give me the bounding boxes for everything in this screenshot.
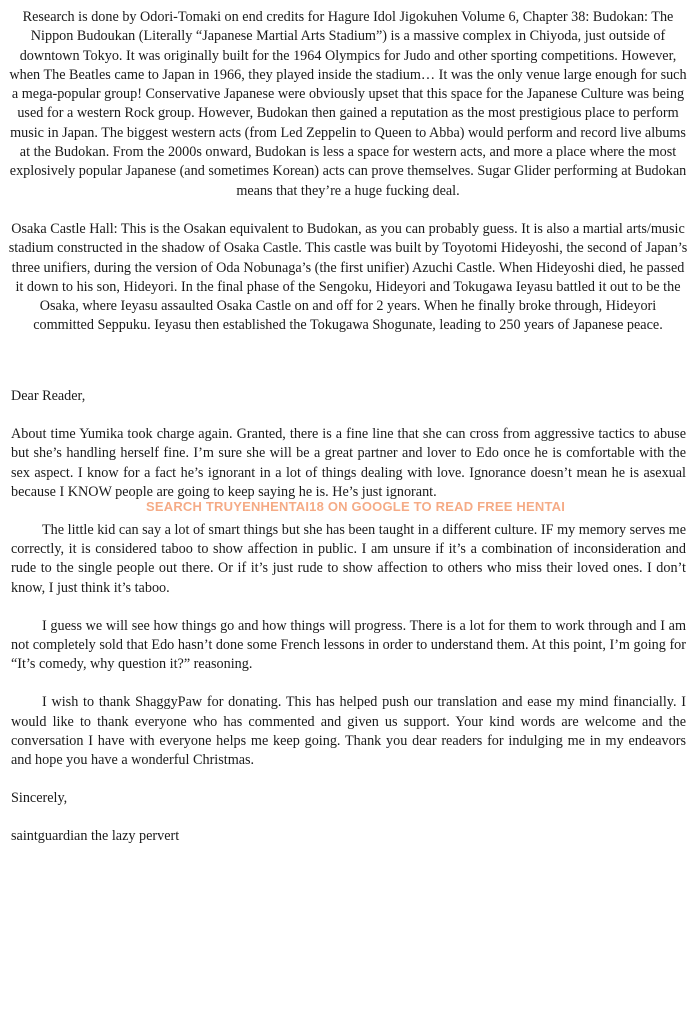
letter-salutation: Dear Reader, [11,388,86,404]
letter-to-reader [11,387,686,866]
letter-closing: Sincerely, [11,790,68,807]
letter-paragraph-4: I wish to thank ShaggyPaw for donating. This has helped push our translation and ease my mind financially. I would like to thank everyone who has commented and given us support. Your kind words are welcome and the conversation I have with everyone helps me keep going. Thank you dear readers for indulging me in my endeavors and hope you have a wonderful Christmas. [11,694,686,769]
letter-paragraph-2: The little kid can say a lot of smart things but she has been taught in a different culture. IF my memory serves me correctly, it is considered taboo to show affection in public. I am unsure if it’s a combination of inconsideration and rude to the single people out there. Or if it’s just rude to show affection to others who miss their loved ones. I don’t know, I just think it’s taboo. [11,522,686,596]
translation-notes [8,8,688,355]
note-budokan: Research is done by Odori-Tomaki on end credits for Hagure Idol Jigokuhen Volume 6, Chapter 38: Budokan: The Nippon Budoukan (Literally “Japanese Martial Arts Stadium”) is a massive complex in Chiyoda, just outside of downtown Tokyo. It was originally built for the 1964 Olympics for Judo and other sporting competitions. However, when The Beatles came to Japan in 1966, they played inside the stadium… It was the only venue large enough for such a mega-popular group! Conservative Japanese were obviously upset that this space for the Japanese Culture was being used for a western Rock group. However, Budokan then gained a reputation as the most prestigious place to perform music in Japan. The biggest western acts (from Led Zeppelin to Queen to Abba) would perform and record live albums at the Budokan. From the 2000s onward, Budokan is less a space for western acts, and more a place where the most explosively popular Japanese (and sometimes Korean) acts can prove themselves. Sugar Glider performing at Budokan means that they’re a huge fucking deal. [9,9,687,199]
watermark-banner: SEARCH TRUYENHENTAI18 ON GOOGLE TO READ FREE HENTAI [146,499,566,514]
letter-signature: saintguardian the lazy pervert [11,828,180,845]
note-osaka-castle-hall: Osaka Castle Hall: This is the Osakan equivalent to Budokan, as you can probably guess. It is also a martial arts/music stadium constructed in the shadow of Osaka Castle. This castle was built by Toyotomi Hideyoshi, the second of Japan’s three unifiers, during the version of Oda Nobunaga’s (the first unifier) Azuchi Castle. When Hideyoshi died, he passed it down to his son, Hideyori. In the final phase of the Sengoku, Hideyori and Tokugawa Ieyasu battled it out to be the Osaka, where Ieyasu assaulted Osaka Castle on and off for 2 years. When he finally broke through, Hideyori committed Seppuku. Ieyasu then established the Tokugawa Shogunate, leading to 250 years of Japanese peace. [8,220,688,334]
letter-paragraph-1: About time Yumika took charge again. Granted, there is a fine line that she can cross from aggressive tactics to abuse but she’s handling herself fine. I’m sure she will be a great partner and lover to Edo once he is comfortable with the sex aspect. I know for a fact he’s ignorant in a lot of things dealing with love. Ignorance doesn’t mean he is asexual because I KNOW people are going to keep saying he is. He’s just ignorant. [11,426,686,500]
letter-paragraph-3: I guess we will see how things go and how things will progress. There is a lot for them to work through and I am not completely sold that Edo hasn’t done some French lessons in order to understand them. At this point, I’m going for “It’s comedy, why question it?” reasoning. [11,617,686,673]
